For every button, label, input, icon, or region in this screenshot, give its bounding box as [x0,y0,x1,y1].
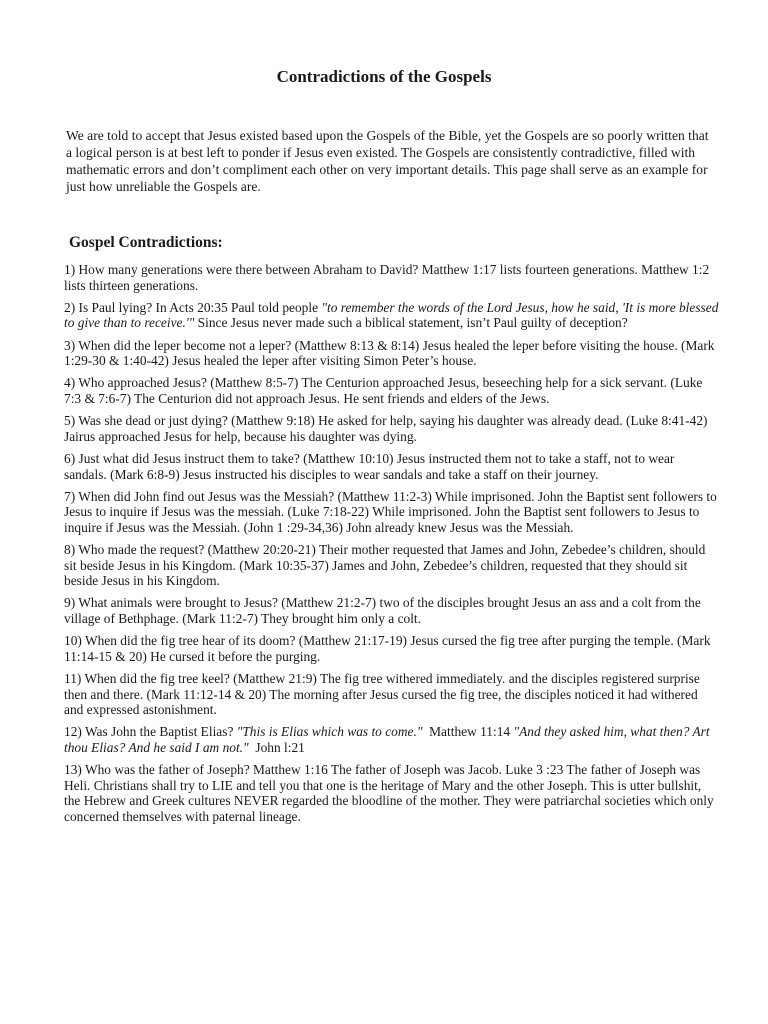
list-item: 5) Was she dead or just dying? (Matthew 9:18) He asked for help, saying his daughter was already dead. (Luke 8:41-42) Jairus approached Jesus for help, because his daughter was dying. [64,413,708,444]
scripture-quote: "This is Elias which was to come." [236,724,423,740]
list-item: 3) When did the leper become not a leper? (Matthew 8:13 & 8:14) Jesus healed the leper before visiting the house. (Mark 1:29-30 & 1:40-42) Jesus healed the leper after visiting Simon Peter’s house. [64,337,715,369]
item-text: Matthew 11:14 [422,724,514,740]
document-title: Contradictions of the Gospels [276,67,492,86]
section-heading: Gospel Contradictions: [69,234,223,251]
item-text: John l:21 [248,739,305,755]
list-item: 6) Just what did Jesus instruct them to take? (Matthew 10:10) Jesus instructed them not to take a staff, not to wear sandals. (Mark 6:8-9) Jesus instructed his disciples to wear sandals and take a staff on their journey. [64,450,675,482]
list-item: 7) When did John find out Jesus was the Messiah? (Matthew 11:2-3) While imprisoned. John the Baptist sent followers to Jesus to inquire if Jesus was the messiah. (Luke 7:18-22) While imprisoned. John the Baptist sent followers to Jesus to inquire if Jesus was the Messiah. (John 1 :29-34,36) John already knew Jesus was the Messiah. [64,488,717,535]
contradictions-list [64,262,720,831]
list-item [64,724,720,755]
list-item: 4) Who approached Jesus? (Matthew 8:5-7) The Centurion approached Jesus, beseeching help for a sick servant. (Luke 7:3 & 7:6-7) The Centurion did not approach Jesus. He sent friends and elders of the Jews. [64,375,703,406]
scripture-quote: "And they asked him, what then? Art thou Elias? And he said I am not." [64,724,710,755]
list-item: 13) Who was the father of Joseph? Matthew 1:16 The father of Joseph was Jacob. Luke 3 :23 The father of Joseph was Heli. Christians shall try to LIE and tell you that one is the heritage of Mary and the other Joseph. This is utter bullshit, the Hebrew and Greek cultures NEVER regarded the bloodline of the mother. They were patriarchal societies which only concerned themselves with paternal lineage. [64,762,714,824]
item-text: Since Jesus never made such a biblical statement, isn’t Paul guilty of deception? [194,315,628,331]
list-item: 11) When did the fig tree keel? (Matthew 21:9) The fig tree withered immediately. and the disciples registered surprise then and there. (Mark 11:12-14 & 20) The morning after Jesus cursed the fig tree, the disciples noticed it had withered and expressed astonishment. [64,671,700,718]
scripture-quote: "to remember the words of the Lord Jesus, how he said, 'It is more blessed to give than to receive.'" [64,299,719,331]
item-text: 12) Was John the Baptist Elias? [64,724,237,740]
item-text: 2) Is Paul lying? In Acts 20:35 Paul told people [64,299,322,315]
list-item: 8) Who made the request? (Matthew 20:20-21) Their mother requested that James and John, Zebedee’s children, should sit beside Jesus in his Kingdom. (Mark 10:35-37) James and John, Zebedee’s children, requested that they should sit beside Jesus in his Kingdom. [64,542,706,589]
list-item [64,300,720,331]
list-item: 9) What animals were brought to Jesus? (Matthew 21:2-7) two of the disciples brought Jesus an ass and a colt from the village of Bethphage. (Mark 11:2-7) They brought him only a colt. [64,595,701,627]
list-item: 10) When did the fig tree hear of its doom? (Matthew 21:17-19) Jesus cursed the fig tree after purging the temple. (Mark 11:14-15 & 20) He cursed it before the purging. [64,633,711,664]
intro-paragraph: We are told to accept that Jesus existed based upon the Gospels of the Bible, yet the Gospels are so poorly written that a logical person is at best left to ponder if Jesus even existed. The Gospels are consistently contradictive, filled with mathematic errors and don’t compliment each other on very important details. This page shall serve as an example for just how unreliable the Gospels are. [66,128,709,194]
list-item: 1) How many generations were there between Abraham to David? Matthew 1:17 lists fourteen generations. Matthew 1:2 lists thirteen generations. [64,262,710,293]
